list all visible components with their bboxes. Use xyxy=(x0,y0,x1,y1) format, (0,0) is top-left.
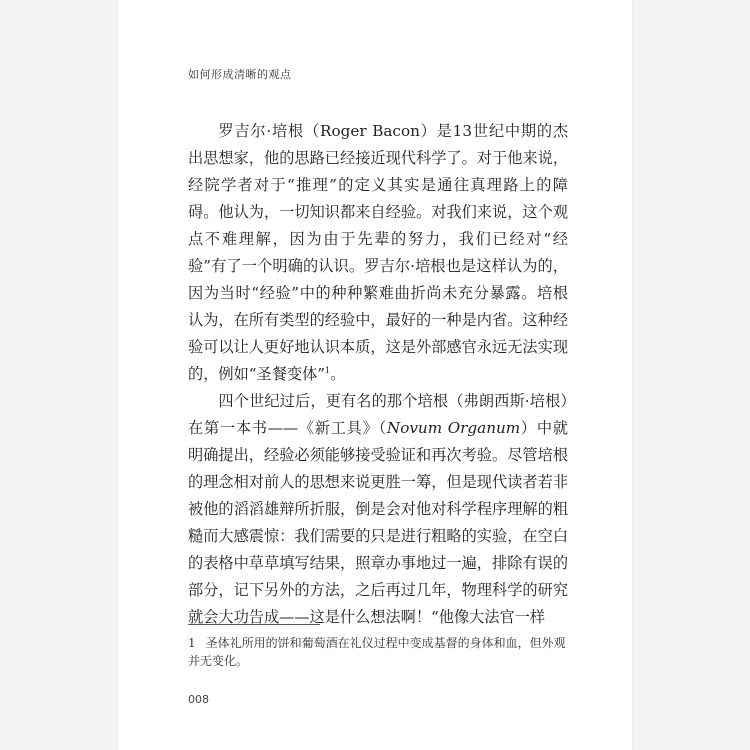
paragraph-1 xyxy=(188,118,568,388)
paragraph-2-italic-title: Novum Organum xyxy=(386,419,521,437)
running-head: 如何形成清晰的观点 xyxy=(188,68,292,81)
page-number: 008 xyxy=(188,693,209,706)
footnote-number: 1 xyxy=(188,636,196,650)
paragraph-1-text-a: 罗吉尔·培根（ xyxy=(218,122,321,140)
paragraph-2-text-b: ）中就明确提出，经验必须能够接受验证和再次考验。尽管培根的理念相对前人的思想来说更胜一筹，但是现代读者若非被他的滔滔雄辩所折服，倒是会对他对科学程序理解的粗糙而大感震惊：我们需要的只是进行粗略的实验，在空白的表格中草草填写结果，照章办事地过一遍，排除有误的部分，记下另外的方法，之后再过几年，物理科学的研究就会大功告成——这是什么想法啊！“他像大法官一样 xyxy=(188,419,568,626)
paragraph-1-text-c: ）是13世纪中期的杰出思想家，他的思路已经接近现代科学了。对于他来说，经院学者对于“推理”的定义其实是通往真理路上的障碍。他认为，一切知识都来自经验。对我们来说，这个观点不难理解，因为由于先辈的努力，我们已经对“经验”有了一个明确的认识。罗吉尔·培根也是这样认为的，因为当时“经验”中的种种繁难曲折尚未充分暴露。培根认为，在所有类型的经验中，最好的一种是内省。这种经验可以让人更好地认识本质，这是外部感官永远无法实现的，例如“圣餐变体” xyxy=(188,122,569,383)
paragraph-2-text-a: 四个世纪过后，更有名的那个培根（弗朗西斯·培根）在第一本书——《新工具》（ xyxy=(188,392,568,437)
footnote-text: 圣体礼所用的饼和葡萄酒在礼仪过程中变成基督的身体和血，但外观并无变化。 xyxy=(188,636,566,668)
book-page xyxy=(118,0,632,750)
paragraph-1-text-d: 。 xyxy=(330,365,346,383)
paragraph-2 xyxy=(188,388,568,631)
body-text xyxy=(188,118,568,631)
footnote-reference[interactable]: 1 xyxy=(325,365,331,375)
footnote-divider xyxy=(188,624,320,625)
footnote xyxy=(188,634,568,670)
paragraph-1-latin-name: Roger Bacon xyxy=(320,122,420,140)
